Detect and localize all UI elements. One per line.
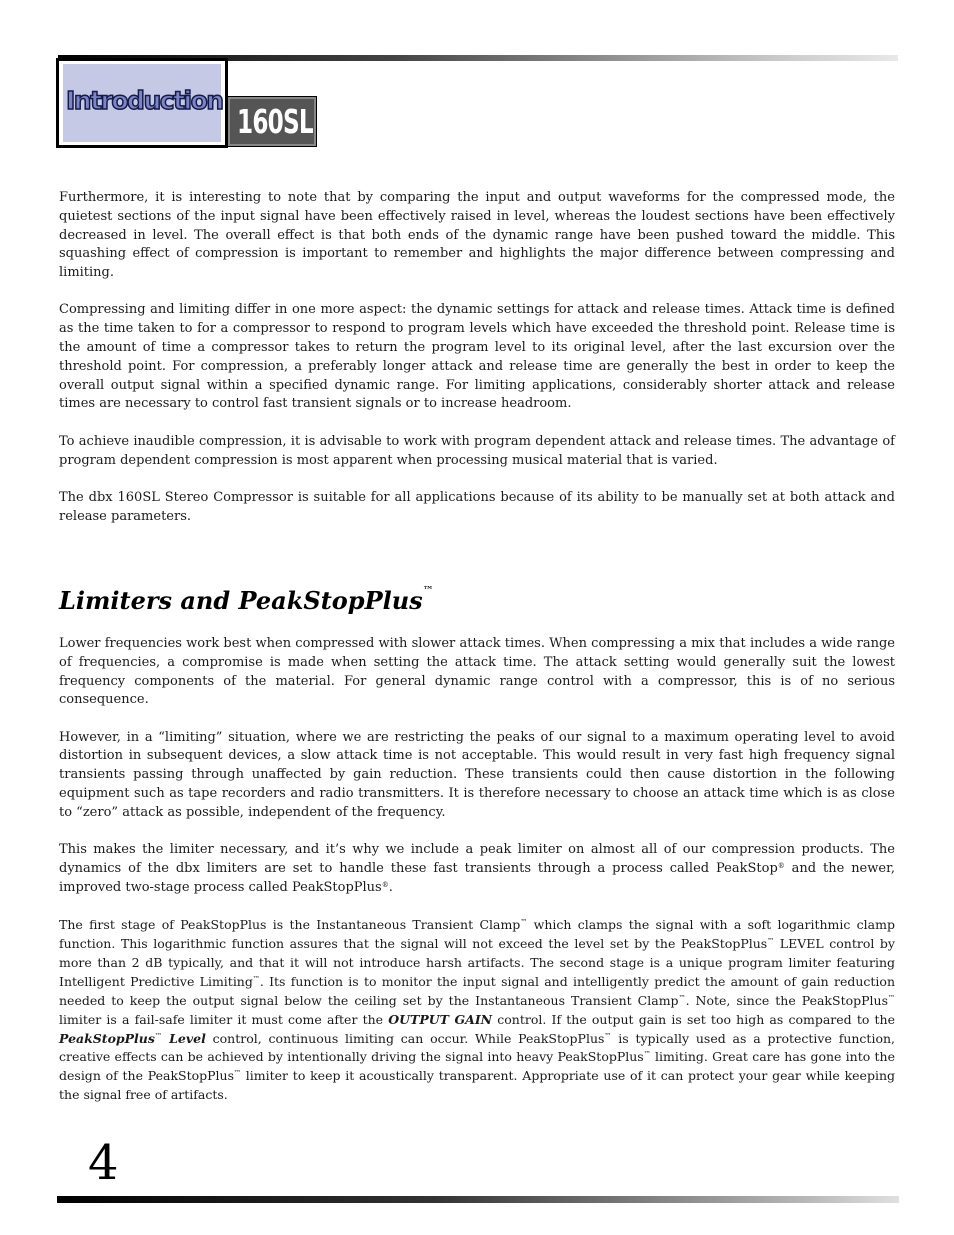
- trademark-mark: ™: [604, 1031, 612, 1040]
- trademark-mark: ™: [888, 993, 895, 1002]
- text-run: limiter is a fail-safe limiter it must come after the: [59, 1011, 389, 1027]
- paragraph: Furthermore, it is interesting to note that by comparing the input and output waveforms for the compressed mode, the quietest sections of the input signal have been effectively raised in level, whereas the loudest sections have been effectively decreased in level. The overall effect is that both ends of the dynamic range have been pushed toward the middle. This squashing effect of compression is important to remember and highlights the major difference between compressing and limiting.: [59, 190, 895, 281]
- registered-mark: ®: [777, 861, 785, 870]
- peakstopplus-label: PeakStopPlus: [59, 1030, 155, 1046]
- page-number: 4: [88, 1135, 119, 1191]
- text-run: The first stage of PeakStopPlus is the Instantaneous Transient Clamp: [59, 917, 521, 933]
- paragraph: The dbx 160SL Stereo Compressor is suitable for all applications because of its ability to be manually set at both attack and release parameters.: [59, 489, 895, 524]
- section-tab-fill: [63, 64, 221, 142]
- trademark-mark: ™: [154, 1031, 162, 1040]
- text-run: control. If the output gain is set too high as compared to the: [492, 1011, 896, 1027]
- text-run: LEVEL control by more than 2 dB typically, and that it will not introduce harsh artifacts. The second stage is a unique program limiter featuring Intelligent Predictive Limiting: [59, 935, 895, 989]
- trademark-mark: ™: [234, 1069, 242, 1078]
- section-tab: [56, 58, 228, 148]
- text-run: which clamps the signal with a soft logarithmic clamp function. This logarithmic function assures that the signal will not exceed the level set by the PeakStopPlus: [59, 917, 895, 951]
- text-run: . Note, since the PeakStopPlus: [685, 992, 888, 1008]
- section-heading-text: Limiters and PeakStopPlus: [59, 586, 423, 615]
- trademark-mark: ™: [643, 1050, 651, 1059]
- section-heading: [59, 586, 434, 615]
- text-run: . Its function is to monitor the input signal and intelligently predict the amount of gain reduction needed to keep the output signal below the ceiling set by the Instantaneous Transient Clamp: [59, 973, 895, 1008]
- model-badge: [227, 96, 317, 147]
- paragraph: Compressing and limiting differ in one more aspect: the dynamic settings for attack and release times. Attack time is defined as the time taken to for a compressor to respond to program levels which have exceeded the threshold point. Release time is the amount of time a compressor takes to return the program level to its original level, after the last excursion over the threshold point. For compression, a preferably longer attack and release time are generally the best in order to keep the overall output signal within a specified dynamic range. For limiting applications, considerably shorter attack and release times are necessary to control fast transient signals or to increase headroom.: [59, 302, 895, 412]
- text-run: limiting. Great care has gone into the design of the PeakStopPlus: [59, 1049, 895, 1084]
- trademark-mark: ™: [678, 993, 686, 1002]
- text-run: is typically used as a protective function, creative effects can be achieved by intentionally driving the signal into heavy PeakStopPlus: [59, 1030, 895, 1065]
- trademark-mark: ™: [252, 974, 260, 983]
- section-title: Introduction: [66, 86, 223, 115]
- paragraph: However, in a “limiting” situation, where we are restricting the peaks of our signal to a maximum operating level to avoid distortion in subsequent devices, a slow attack time is not acceptable. This would result in very fast high frequency signal transients passing through unaffected by gain reduction. These transients could then cause distortion in the following equipment such as tape recorders and radio transmitters. It is therefore necessary to choose an attack time which is as close to “zero” attack as possible, independent of the frequency.: [59, 729, 895, 820]
- trademark-mark: ™: [520, 918, 528, 927]
- paragraph: Lower frequencies work best when compressed with slower attack times. When compressing a mix that includes a wide range of frequencies, a compromise is made when setting the attack time. The attack setting would generally suit the lowest frequency components of the material. For general dynamic range control with a compressor, this is of no serious consequence.: [59, 636, 895, 708]
- trademark-mark: ™: [422, 584, 434, 597]
- registered-mark: ®: [381, 880, 389, 889]
- output-gain-label: OUTPUT GAIN: [388, 1011, 493, 1027]
- trademark-mark: ™: [767, 936, 775, 945]
- bottom-rule: [57, 1196, 899, 1203]
- text-run: .: [388, 879, 393, 895]
- text-run: and the newer, improved two-stage process called PeakStopPlus: [59, 860, 895, 895]
- text-run: This makes the limiter necessary, and it’s why we include a peak limiter on almost all of our compression products. The dynamics of the dbx limiters are set to handle these fast transients through a process called PeakStop: [59, 842, 895, 876]
- text-run: control, continuous limiting can occur. While PeakStopPlus: [205, 1030, 605, 1046]
- paragraph: To achieve inaudible compression, it is advisable to work with program dependent attack and release times. The advantage of program dependent compression is most apparent when processing musical material that is varied.: [59, 433, 895, 468]
- model-name: 160SL: [237, 102, 313, 141]
- level-label: Level: [161, 1030, 206, 1046]
- paragraph: [59, 841, 895, 897]
- text-run: limiter to keep it acoustically transparent. Appropriate use of it can protect your gear while keeping the signal free of artifacts.: [59, 1068, 895, 1103]
- intro-body: [59, 189, 895, 526]
- section-body: [59, 635, 895, 1105]
- paragraph: [59, 916, 895, 1105]
